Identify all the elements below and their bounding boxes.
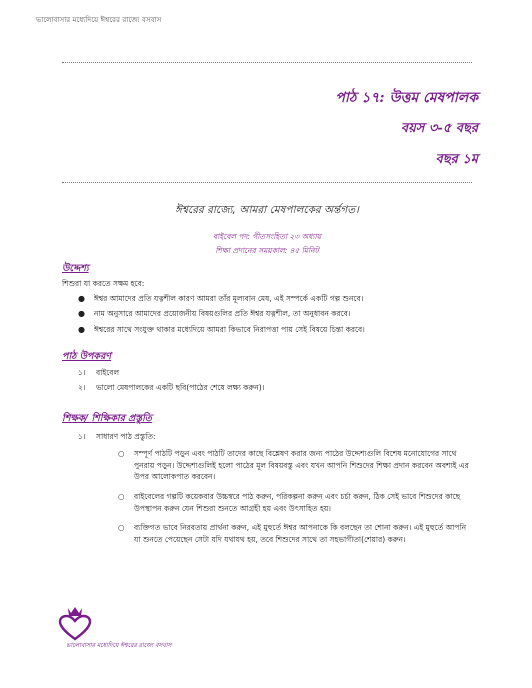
materials-list <box>78 368 478 393</box>
list-item: ● ঈশ্বরের সাথে সংযুক্ত থাকার মধ্যেদিয়ে আমরা কিভাবে নিরাপত্তা পায় সেই বিষয়ে চিন্তা করবে। <box>78 324 365 334</box>
running-header: ভালোবাসার মধ্যেদিয়ে ঈশ্বরের রাজ্যে বসবাস <box>36 16 162 24</box>
preparation-sub-list <box>118 448 474 553</box>
circle-bullet-icon: ○ <box>118 491 125 501</box>
lesson-year: বছর ১ম <box>435 152 478 167</box>
objectives-intro: শিশুরা যা করতে সক্ষম হবে: <box>62 279 145 288</box>
mid-dotted-divider <box>62 182 472 183</box>
list-item: ১। সাধারণ পাঠ প্রস্তুতি: <box>78 432 156 441</box>
list-item: ১। বাইবেল <box>78 368 120 377</box>
lesson-title: পাঠ ১৭: উত্তম মেষপালক <box>335 90 478 106</box>
objectives-list <box>78 294 478 340</box>
objectives-heading: উদ্দেশ্য <box>62 263 89 274</box>
key-sentence: ঈশ্বরের রাজ্যে, আমরা মেষপালকের অর্ন্তগত। <box>175 204 359 216</box>
teaching-time: শিক্ষা প্রদানের সময়কাল: ৪৫ মিনিট <box>215 246 319 255</box>
list-item: ২। ভালো মেষপালকের একটি ছবি(পাঠের শেষে লক্ষ্য করুন)। <box>78 383 265 393</box>
bullet-icon: ● <box>78 324 85 334</box>
circle-bullet-icon: ○ <box>118 449 125 458</box>
bullet-icon: ● <box>78 294 85 303</box>
footer-text: ভালোবাসার মধ্যেদিয়ে ঈশ্বরের রাজ্যে বসবাস <box>66 642 172 649</box>
top-dotted-divider <box>62 62 472 63</box>
list-item: ○ বাইবেলের গল্পটি কয়েকবার উচ্চস্বরে পাঠ করুন, পরিকল্পনা করুন এবং চর্চা করুন, ঠিক সেই ভাবে শিশুদের কাছে উপস্থাপন করুন যেন শিশুরা শুনতে আগ্রহী হয় এবং উৎসাহিত হয়। <box>118 491 461 513</box>
circle-bullet-icon: ○ <box>118 523 125 533</box>
list-item: ● নাম অনুসারে আমাদের প্রয়োজনীয় বিষয়গুলির প্রতি ঈশ্বর যত্নশীল, তা অনুধাবন করবে। <box>78 309 351 319</box>
heart-crown-icon <box>58 606 92 642</box>
age-range: বয়স ৩-৫ বছর <box>400 121 478 136</box>
list-item: ○ ব্যক্তিগত ভাবে নিরবতায় প্রার্থনা করুন, এই মুহুর্তে ঈশ্বর আপনাকে কি বলছেন তা শোনা করুন। এই মুহুর্তে আপনি যা শুনতে পেয়েছেন সেটা যদি যথাযথ হয়, তবে শিশুদের সাথে তা সহভাগীতা(শেয়ার) করুন। <box>118 523 467 544</box>
list-item: ● ঈশ্বর আমাদের প্রতি যত্নশীল কারণ আমরা তাঁর মূল্যবান মেষ, এই সম্পর্কে একটি গল্প শুনবে। <box>78 294 364 303</box>
preparation-list <box>78 432 478 441</box>
materials-heading: পাঠ উপকরণ <box>62 351 112 362</box>
bullet-icon: ● <box>78 309 85 319</box>
preparation-heading: শিক্ষক/ শিক্ষিকার প্রস্তুতি <box>62 413 152 424</box>
list-item: ○ সম্পূর্ণ পাঠটি পড়ুন এবং পাঠটি তাদের কাছে বিশ্লেষণ করার জন্য পাঠের উদ্দেশ্যগুলি বিশেষ মনোযোগের সাথে পুনরায় পড়ুন। উদ্দেশ্যগুলিই হলো পাঠের মূল বিষয়বস্তু এবং যখন আপনি শিশুদের শিক্ষা প্রদান করবেন অবশ্যই এর উপর আলোকপাত করবেন। <box>118 449 469 482</box>
bible-verse: বাইবেল পদ: গীতসংহিতা ২৩ অধ্যায় <box>212 232 322 241</box>
